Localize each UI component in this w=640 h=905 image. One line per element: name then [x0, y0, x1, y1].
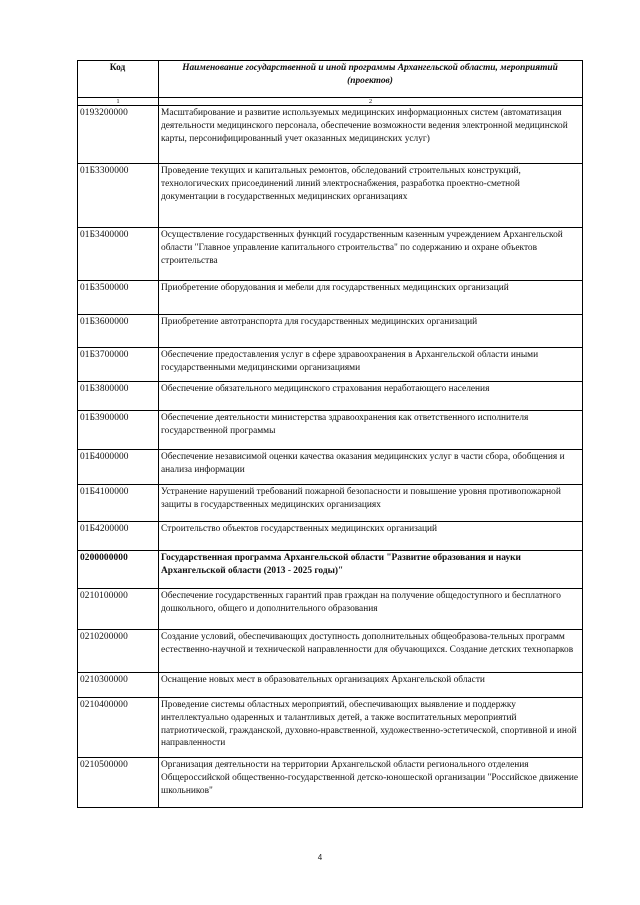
column-number-code: 1 — [78, 98, 159, 106]
row-name: Проведение текущих и капитальных ремонтов, обследований строительных конструкций, технологических присоединений линий электроснабжения, разработка проектно-сметной документации в государственных медицинских организациях — [159, 164, 583, 228]
table-row — [78, 589, 583, 630]
row-code: 01Б3400000 — [78, 228, 159, 281]
row-code: 01Б4100000 — [78, 485, 159, 522]
row-code: 0210200000 — [78, 630, 159, 673]
table-row — [78, 673, 583, 698]
row-name: Оснащение новых мест в образовательных организациях Архангельской области — [159, 673, 583, 698]
table-row — [78, 485, 583, 522]
row-code: 01Б4000000 — [78, 450, 159, 485]
row-name: Строительство объектов государственных медицинских организаций — [159, 522, 583, 551]
table-row — [78, 630, 583, 673]
column-number-name: 2 — [159, 98, 583, 106]
table-row — [78, 450, 583, 485]
row-name: Обеспечение государственных гарантий прав граждан на получение общедоступного и бесплатного дошкольного, общего и дополнительного образования — [159, 589, 583, 630]
table-row — [78, 228, 583, 281]
table-row — [78, 164, 583, 228]
row-name: Проведение системы областных мероприятий, обеспечивающих выявление и поддержку интеллектуально одаренных и талантливых детей, а также воспитательных мероприятий патриотической, гражданской, духовно-нравственной, художественно-эстетической, спортивной и иной направленности — [159, 698, 583, 758]
row-code: 0210400000 — [78, 698, 159, 758]
row-code: 01Б3900000 — [78, 411, 159, 450]
column-header-name: Наименование государственной и иной программы Архангельской области, мероприятий (проектов) — [159, 61, 583, 98]
table-row — [78, 382, 583, 411]
row-code: 0210500000 — [78, 758, 159, 808]
row-name: Масштабирование и развитие используемых медицинских информационных систем (автоматизация деятельности медицинского персонала, обеспечение возможности ведения электронной медицинской карты, персонифицированный учет оказанных медицинских услуг) — [159, 106, 583, 164]
table-row — [78, 315, 583, 348]
table-row — [78, 758, 583, 808]
row-name: Приобретение оборудования и мебели для государственных медицинских организаций — [159, 281, 583, 315]
table-row — [78, 348, 583, 382]
program-table — [77, 60, 583, 808]
row-code: 01Б4200000 — [78, 522, 159, 551]
table-row — [78, 106, 583, 164]
row-name: Приобретение автотранспорта для государственных медицинских организаций — [159, 315, 583, 348]
row-name: Создание условий, обеспечивающих доступность дополнительных общеобразова-тельных программ естественно-научной и технической направленности для обучающихся. Создание детских технопарков — [159, 630, 583, 673]
table-row — [78, 698, 583, 758]
row-code: 0200000000 — [78, 551, 159, 589]
column-header-code: Код — [78, 61, 159, 98]
table-header-row — [78, 61, 583, 98]
row-name: Обеспечение независимой оценки качества оказания медицинских услуг в части сбора, обобщения и анализа информации — [159, 450, 583, 485]
page-number: 4 — [317, 853, 323, 862]
row-name: Обеспечение обязательного медицинского страхования неработающего населения — [159, 382, 583, 411]
row-name: Осуществление государственных функций государственным казенным учреждением Архангельской области "Главное управление капитального строительства" по содержанию и охране объектов строительства — [159, 228, 583, 281]
table-row — [78, 281, 583, 315]
row-name: Устранение нарушений требований пожарной безопасности и повышение уровня противопожарной защиты в государственных медицинских организациях — [159, 485, 583, 522]
table-row — [78, 411, 583, 450]
row-code: 01Б3800000 — [78, 382, 159, 411]
table-row — [78, 522, 583, 551]
row-name: Организация деятельности на территории Архангельской области регионального отделения Общероссийской общественно-государственной детско-юношеской организации "Российское движение школьников" — [159, 758, 583, 808]
row-name: Государственная программа Архангельской области "Развитие образования и науки Архангельской области (2013 - 2025 годы)" — [159, 551, 583, 589]
column-number-row — [78, 98, 583, 106]
row-code: 01Б3700000 — [78, 348, 159, 382]
row-code: 01Б3500000 — [78, 281, 159, 315]
row-code: 0193200000 — [78, 106, 159, 164]
row-code: 0210300000 — [78, 673, 159, 698]
row-code: 0210100000 — [78, 589, 159, 630]
row-name: Обеспечение предоставления услуг в сфере здравоохранения в Архангельской области иными государственными медицинскими организациями — [159, 348, 583, 382]
row-name: Обеспечение деятельности министерства здравоохранения как ответственного исполнителя государственной программы — [159, 411, 583, 450]
row-code: 01Б3600000 — [78, 315, 159, 348]
row-code: 01Б3300000 — [78, 164, 159, 228]
table-row — [78, 551, 583, 589]
